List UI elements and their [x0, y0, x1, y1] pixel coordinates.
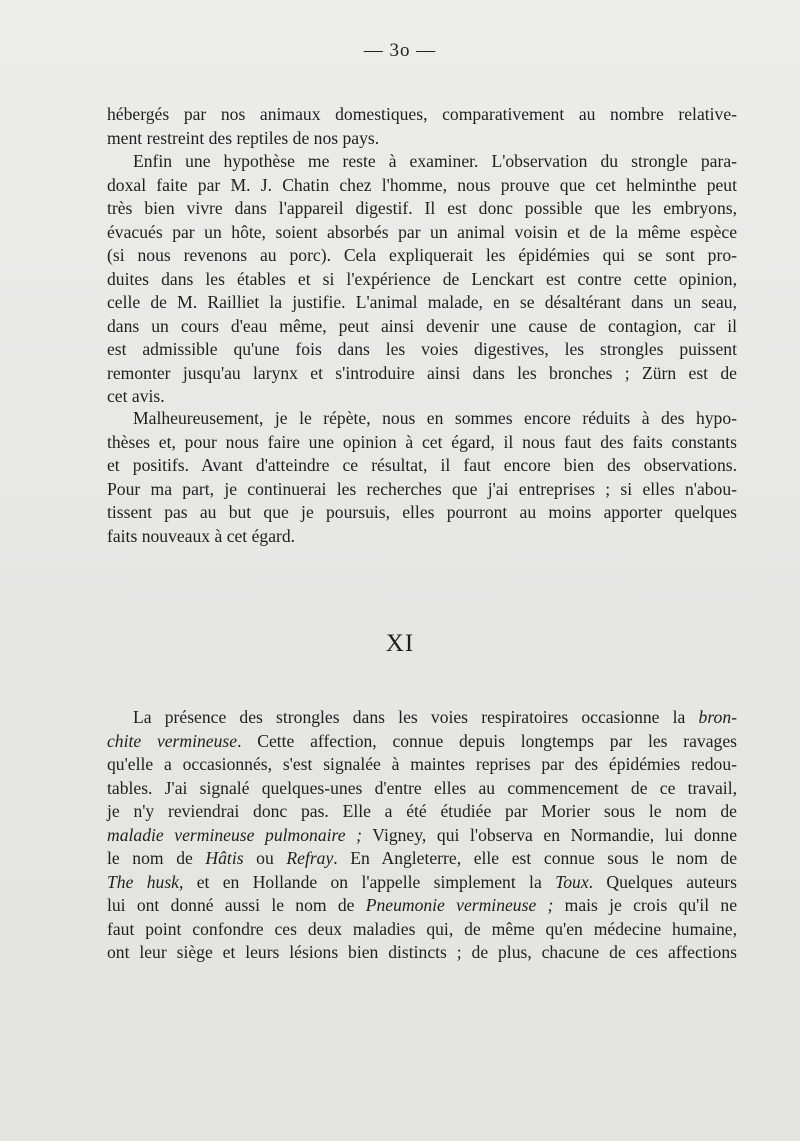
paragraph-line [107, 800, 737, 824]
paragraph-line: duites dans les étables et si l'expérience de Lenckart est contre cette opinion, [107, 268, 737, 289]
italic-text: bron- [698, 707, 737, 727]
italic-text: maladie vermineuse pulmonaire ; [107, 824, 362, 845]
text-run: ont leur siège et leurs lésions bien distincts ; de plus, chacune de ces affections [107, 942, 737, 962]
paragraph-line: est admissible qu'une fois dans les voies digestives, les strongles puissent [107, 339, 737, 359]
paragraph-line [107, 894, 737, 918]
paragraph-line [107, 706, 737, 730]
text-run: tables. J'ai signalé quelques-unes d'entre elles au commencement de ce travail, [107, 777, 737, 798]
paragraph-line [107, 777, 737, 801]
paragraph-1 [107, 103, 737, 150]
text-run: La présence des strongles dans les voies respiratoires occasionne la [133, 707, 699, 727]
paragraph-line: et positifs. Avant d'atteindre ce résultat, il faut encore bien des observations. [107, 455, 737, 475]
paragraph-line: ment restreint des reptiles de nos pays. [107, 127, 380, 148]
paragraph-line: thèses et, pour nous faire une opinion à cet égard, il nous faut des faits constants [107, 431, 737, 452]
paragraph-line [107, 847, 737, 871]
section-heading: XI [385, 630, 415, 657]
italic-text: Hâtis [205, 848, 244, 868]
paragraph-line [107, 730, 737, 754]
paragraph-line: cet avis. [107, 386, 165, 406]
paragraph-line: Enfin une hypothèse me reste à examiner. L'observation du strongle para- [133, 151, 737, 171]
text-run: ou [243, 848, 287, 868]
italic-text: Pneumonie vermineuse ; [365, 895, 554, 915]
paragraph-line: remonter jusqu'au larynx et s'introduire ainsi dans les bronches ; Zürn est de [107, 362, 737, 383]
paragraph-line: hébergés par nos animaux domestiques, comparativement au nombre relative- [107, 104, 737, 124]
text-run: mais je crois qu'il ne [553, 895, 738, 915]
paragraph-line [107, 918, 737, 942]
italic-text: The husk [107, 871, 179, 892]
paragraph-line: Pour ma part, je continuerai les recherches que j'ai entreprises ; si elles n'abou- [107, 478, 737, 499]
paragraph-line [107, 941, 737, 965]
text-run: Vigney, qui l'observa en Normandie, lui donne [362, 824, 738, 845]
paragraph-line: faits nouveaux à cet égard. [107, 525, 296, 546]
text-run: le nom de [107, 848, 206, 868]
paragraph-line: celle de M. Railliet la justifie. L'animal malade, en se désaltérant dans un seau, [107, 292, 737, 312]
paragraph-line [107, 753, 737, 777]
text-run: . En Angleterre, elle est connue sous le nom de [333, 848, 738, 868]
paragraph-3 [107, 407, 737, 548]
italic-text: Toux [555, 871, 589, 892]
paragraph-line: (si nous revenons au porc). Cela expliquerait les épidémies qui se sont pro- [107, 245, 737, 265]
paragraph-line [107, 824, 737, 848]
paragraph-line: très bien vivre dans l'appareil digestif. Il est donc possible que les embryons, [107, 198, 737, 218]
text-run: faut point confondre ces deux maladies qui, de même qu'en médecine humaine, [107, 918, 737, 939]
text-run: qu'elle a occasionnés, s'est signalée à maintes reprises par des épidémies redou- [107, 754, 737, 774]
text-run: , et en Hollande on l'appelle simplement la [178, 871, 556, 892]
page-number: — 3o — [363, 40, 437, 61]
text-run: . Quelques auteurs [588, 871, 737, 892]
paragraph-line: dans un cours d'eau même, peut ainsi devenir une cause de contagion, car il [107, 315, 737, 336]
text-run: je n'y reviendrai donc pas. Elle a été étudiée par Morier sous le nom de [107, 801, 737, 821]
paragraph-line: doxal faite par M. J. Chatin chez l'homme, nous prouve que cet helminthe peut [107, 174, 737, 195]
paragraph-line: évacués par un hôte, soient absorbés par un animal voisin et de la même espèce [107, 221, 737, 242]
italic-text: chite vermineuse [107, 730, 238, 751]
text-run: lui ont donné aussi le nom de [107, 895, 366, 915]
paragraph-line [107, 871, 737, 895]
text-run: . Cette affection, connue depuis longtemps par les ravages [237, 730, 737, 751]
paragraph-line: tissent pas au but que je poursuis, elles pourront au moins apporter quelques [107, 502, 737, 522]
section-paragraph [107, 706, 737, 965]
italic-text: Refray [286, 848, 334, 868]
paragraph-line: Malheureusement, je le répète, nous en sommes encore réduits à des hypo- [133, 408, 737, 428]
paragraph-2 [107, 150, 737, 409]
